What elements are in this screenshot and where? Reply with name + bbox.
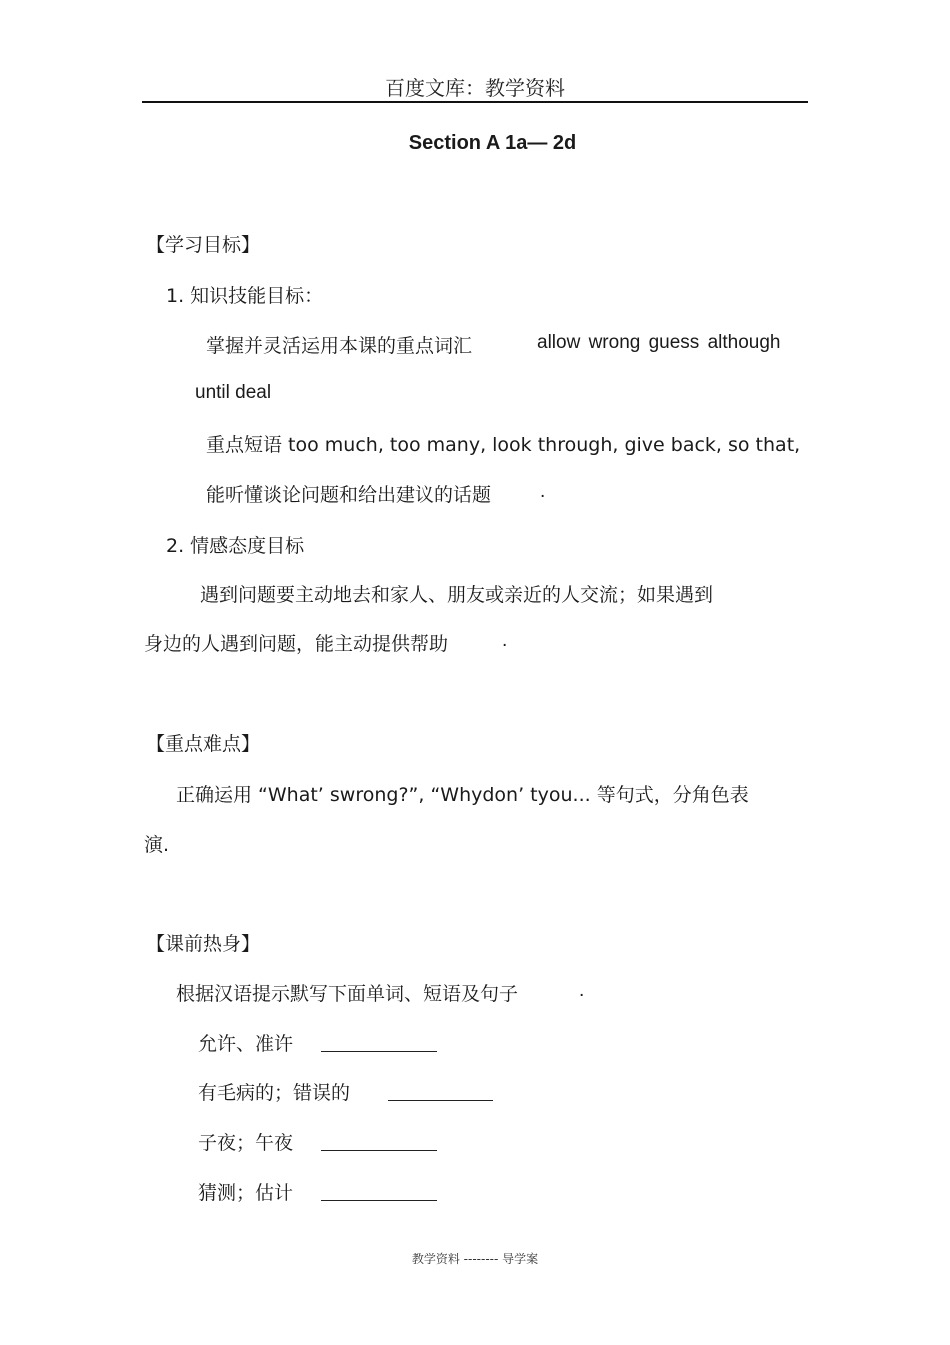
objective-2-period: .	[502, 630, 508, 651]
warmup-heading: 【课前热身】	[146, 933, 261, 955]
objective-1-label: 1. 知识技能目标：	[166, 285, 324, 307]
page-footer: 教学资料 -------- 导学案	[411, 1252, 539, 1266]
warmup-item-prompt: 有毛病的；错误的	[198, 1082, 351, 1104]
answer-blank[interactable]	[321, 1180, 437, 1201]
warmup-instruction-period: .	[579, 980, 585, 1001]
key-points-line1: 正确运用 “What’ swrong?”, “Whydon’ tyou... 等句式，分角色表	[176, 784, 749, 806]
objective-vocab-en: allow wrong guess although	[537, 332, 781, 353]
answer-blank[interactable]	[388, 1080, 493, 1101]
objective-phrases: 重点短语 too much, too many, look through, give back, so that,	[206, 434, 801, 456]
objective-vocab-cont: until deal	[195, 382, 272, 403]
answer-blank[interactable]	[321, 1031, 437, 1052]
objective-2-label: 2. 情感态度目标	[166, 535, 305, 557]
objective-listening-period: .	[540, 481, 546, 502]
objective-listening: 能听懂谈论问题和给出建议的话题	[206, 484, 492, 506]
warmup-instruction: 根据汉语提示默写下面单词、短语及句子	[176, 983, 519, 1005]
warmup-item-prompt: 猜测；估计	[198, 1182, 294, 1204]
objective-2-text-line1: 遇到问题要主动地去和家人、朋友或亲近的人交流；如果遇到	[200, 584, 714, 606]
key-points-heading: 【重点难点】	[146, 733, 261, 755]
header-divider	[142, 101, 808, 103]
objective-vocab-cn: 掌握并灵活运用本课的重点词汇	[206, 335, 473, 357]
document-title: Section A 1a— 2d	[408, 132, 577, 154]
objectives-heading: 【学习目标】	[146, 234, 261, 256]
key-points-line2: 演.	[144, 834, 170, 856]
answer-blank[interactable]	[321, 1130, 437, 1151]
objective-2-text-line2: 身边的人遇到问题，能主动提供帮助	[144, 633, 449, 655]
warmup-item-prompt: 允许、准许	[198, 1033, 294, 1055]
page-header-title: 百度文库：教学资料	[385, 76, 565, 100]
warmup-item-prompt: 子夜；午夜	[198, 1132, 294, 1154]
